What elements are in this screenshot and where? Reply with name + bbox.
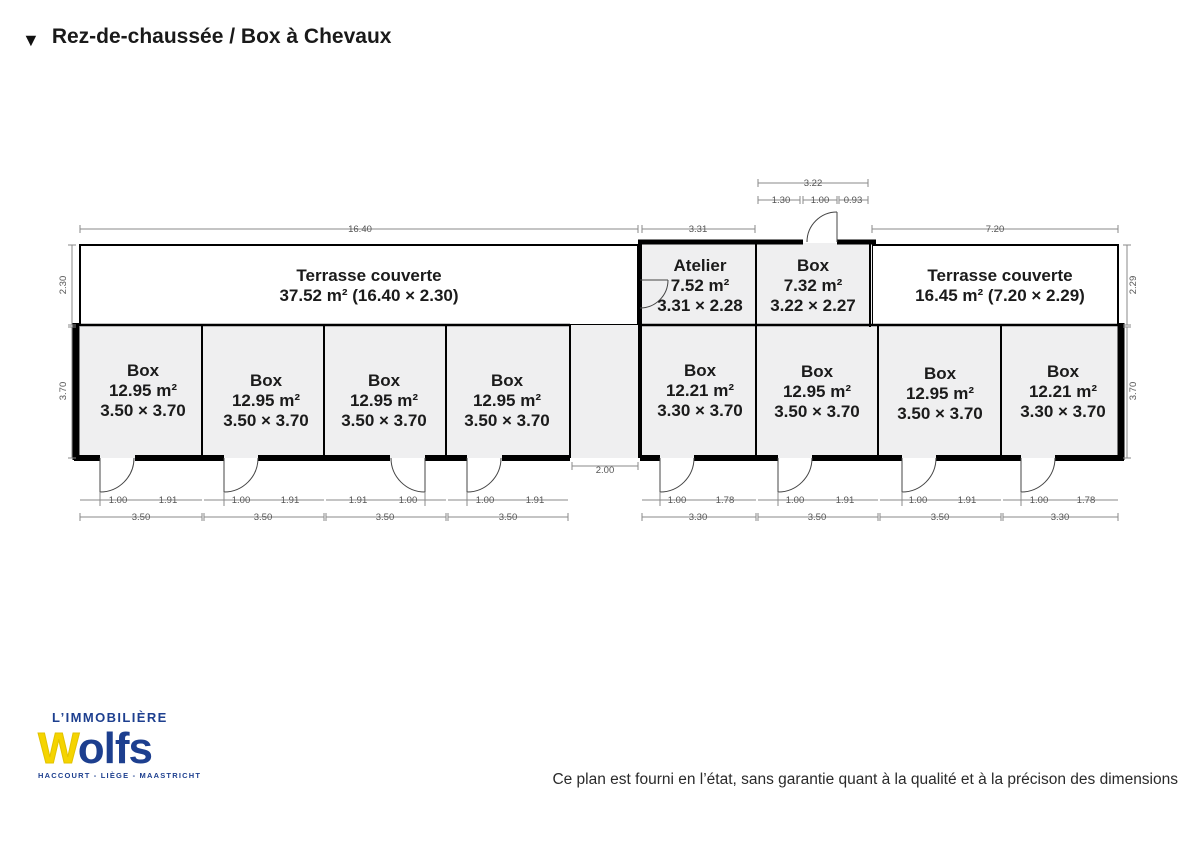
- dim-bottom-b: 1.91: [957, 495, 977, 506]
- room-area: 16.45 m² (7.20 × 2.29): [915, 286, 1085, 305]
- door-arc: [660, 458, 694, 492]
- room-area: 7.52 m²: [670, 276, 730, 295]
- room-terrasse-right[interactable]: [915, 266, 1085, 305]
- room-dims: 3.50 × 3.70: [100, 401, 186, 420]
- room-dims: 3.50 × 3.70: [464, 411, 550, 430]
- room-terrasse-left[interactable]: [279, 266, 458, 305]
- room-area: 37.52 m² (16.40 × 2.30): [279, 286, 459, 305]
- room-name: Box: [923, 364, 957, 383]
- dim-bottom-total: 3.50: [253, 512, 273, 523]
- room-dims: 3.50 × 3.70: [897, 404, 983, 423]
- dim-left-lower: 3.70: [58, 381, 69, 401]
- dim-bottom-b: 1.91: [280, 495, 300, 506]
- room-dims: 3.50 × 3.70: [223, 411, 309, 430]
- dim-bottom-a: 1.91: [348, 495, 368, 506]
- dim-bottom-total: 3.30: [688, 512, 708, 523]
- room-name: Terrasse couverte: [927, 266, 1073, 285]
- room-name: Box: [1046, 362, 1080, 381]
- triangle-down-icon[interactable]: ▼: [22, 30, 40, 50]
- dim-bottom-a: 1.00: [667, 495, 687, 506]
- room-dims: 3.22 × 2.27: [770, 296, 856, 315]
- dim-bottom-total: 3.50: [131, 512, 151, 523]
- logo-rest: olfs: [77, 724, 152, 773]
- room-name: Atelier: [673, 256, 727, 275]
- dim-top-left: 16.40: [348, 224, 372, 235]
- room-name: Terrasse couverte: [296, 266, 442, 285]
- room-name: Box: [249, 371, 283, 390]
- room-dims: 3.30 × 3.70: [1020, 402, 1106, 421]
- room-name: Box: [800, 362, 834, 381]
- dim-top-box-b: 1.00: [810, 195, 830, 206]
- room-dims: 3.30 × 3.70: [657, 401, 743, 420]
- door-arc: [902, 458, 936, 492]
- logo-w: W: [38, 724, 78, 773]
- dim-bottom-total: 3.50: [498, 512, 518, 523]
- dim-bottom-a: 1.00: [231, 495, 251, 506]
- dim-bottom-total: 3.30: [1050, 512, 1070, 523]
- door-arc: [1021, 458, 1055, 492]
- room-name: Box: [490, 371, 524, 390]
- dim-bottom-b: 1.91: [525, 495, 545, 506]
- room-area: 12.21 m²: [665, 381, 735, 400]
- dim-top-box-a: 1.30: [771, 195, 791, 206]
- plan-disclaimer: Ce plan est fourni en l’état, sans garantie quant à la qualité et à la précison des dimensions: [552, 771, 1178, 788]
- dim-bottom-a: 1.00: [1029, 495, 1049, 506]
- dim-top-box-total: 3.22: [803, 178, 823, 189]
- logo-locations: HACCOURT - LIÈGE - MAASTRICHT: [38, 771, 202, 780]
- room-area: 7.32 m²: [783, 276, 843, 295]
- dim-bottom-b: 1.78: [715, 495, 735, 506]
- dim-bottom-b: 1.91: [158, 495, 178, 506]
- door-arc: [391, 458, 425, 492]
- room-area: 12.21 m²: [1028, 382, 1098, 401]
- room-name: Box: [126, 361, 160, 380]
- dim-bottom-total: 3.50: [930, 512, 950, 523]
- dim-bottom-b: 1.78: [1076, 495, 1096, 506]
- dim-bottom-total: 3.50: [375, 512, 395, 523]
- company-logo[interactable]: [38, 710, 218, 780]
- dim-bottom-a: 1.00: [108, 495, 128, 506]
- dim-bottom-b: 1.00: [398, 495, 418, 506]
- dim-right-lower: 3.70: [1128, 381, 1139, 401]
- dim-top-atelier: 3.31: [688, 224, 708, 235]
- door-arc: [467, 458, 501, 492]
- dim-bottom-b: 1.91: [835, 495, 855, 506]
- room-name: Box: [683, 361, 717, 380]
- room-area: 12.95 m²: [231, 391, 301, 410]
- room-name: Box: [796, 256, 830, 275]
- floor-title: Rez-de-chaussée / Box à Chevaux: [51, 24, 392, 48]
- dim-top-box-c: 0.93: [843, 195, 863, 206]
- dim-bottom-total: 3.50: [807, 512, 827, 523]
- dim-bottom-a: 1.00: [908, 495, 928, 506]
- logo-wordmark: [38, 725, 218, 773]
- door-arc: [807, 212, 837, 242]
- dim-corridor: 2.00: [595, 465, 615, 476]
- dim-right-upper: 2.29: [1128, 275, 1139, 295]
- room-dims: 3.50 × 3.70: [341, 411, 427, 430]
- room-dims: 3.50 × 3.70: [774, 402, 860, 421]
- room-area: 12.95 m²: [472, 391, 542, 410]
- room-area: 12.95 m²: [905, 384, 975, 403]
- door-arc: [224, 458, 258, 492]
- room-name: Box: [367, 371, 401, 390]
- room-dims: 3.31 × 2.28: [657, 296, 743, 315]
- dim-bottom-a: 1.00: [475, 495, 495, 506]
- room-area: 12.95 m²: [782, 382, 852, 401]
- logo-tagline-top: L’IMMOBILIÈRE: [52, 710, 168, 725]
- dim-left-upper: 2.30: [58, 275, 69, 295]
- dim-top-right: 7.20: [985, 224, 1005, 235]
- door-arc: [100, 458, 134, 492]
- room-area: 12.95 m²: [108, 381, 178, 400]
- room-area: 12.95 m²: [349, 391, 419, 410]
- door-arc: [778, 458, 812, 492]
- dim-bottom-a: 1.00: [785, 495, 805, 506]
